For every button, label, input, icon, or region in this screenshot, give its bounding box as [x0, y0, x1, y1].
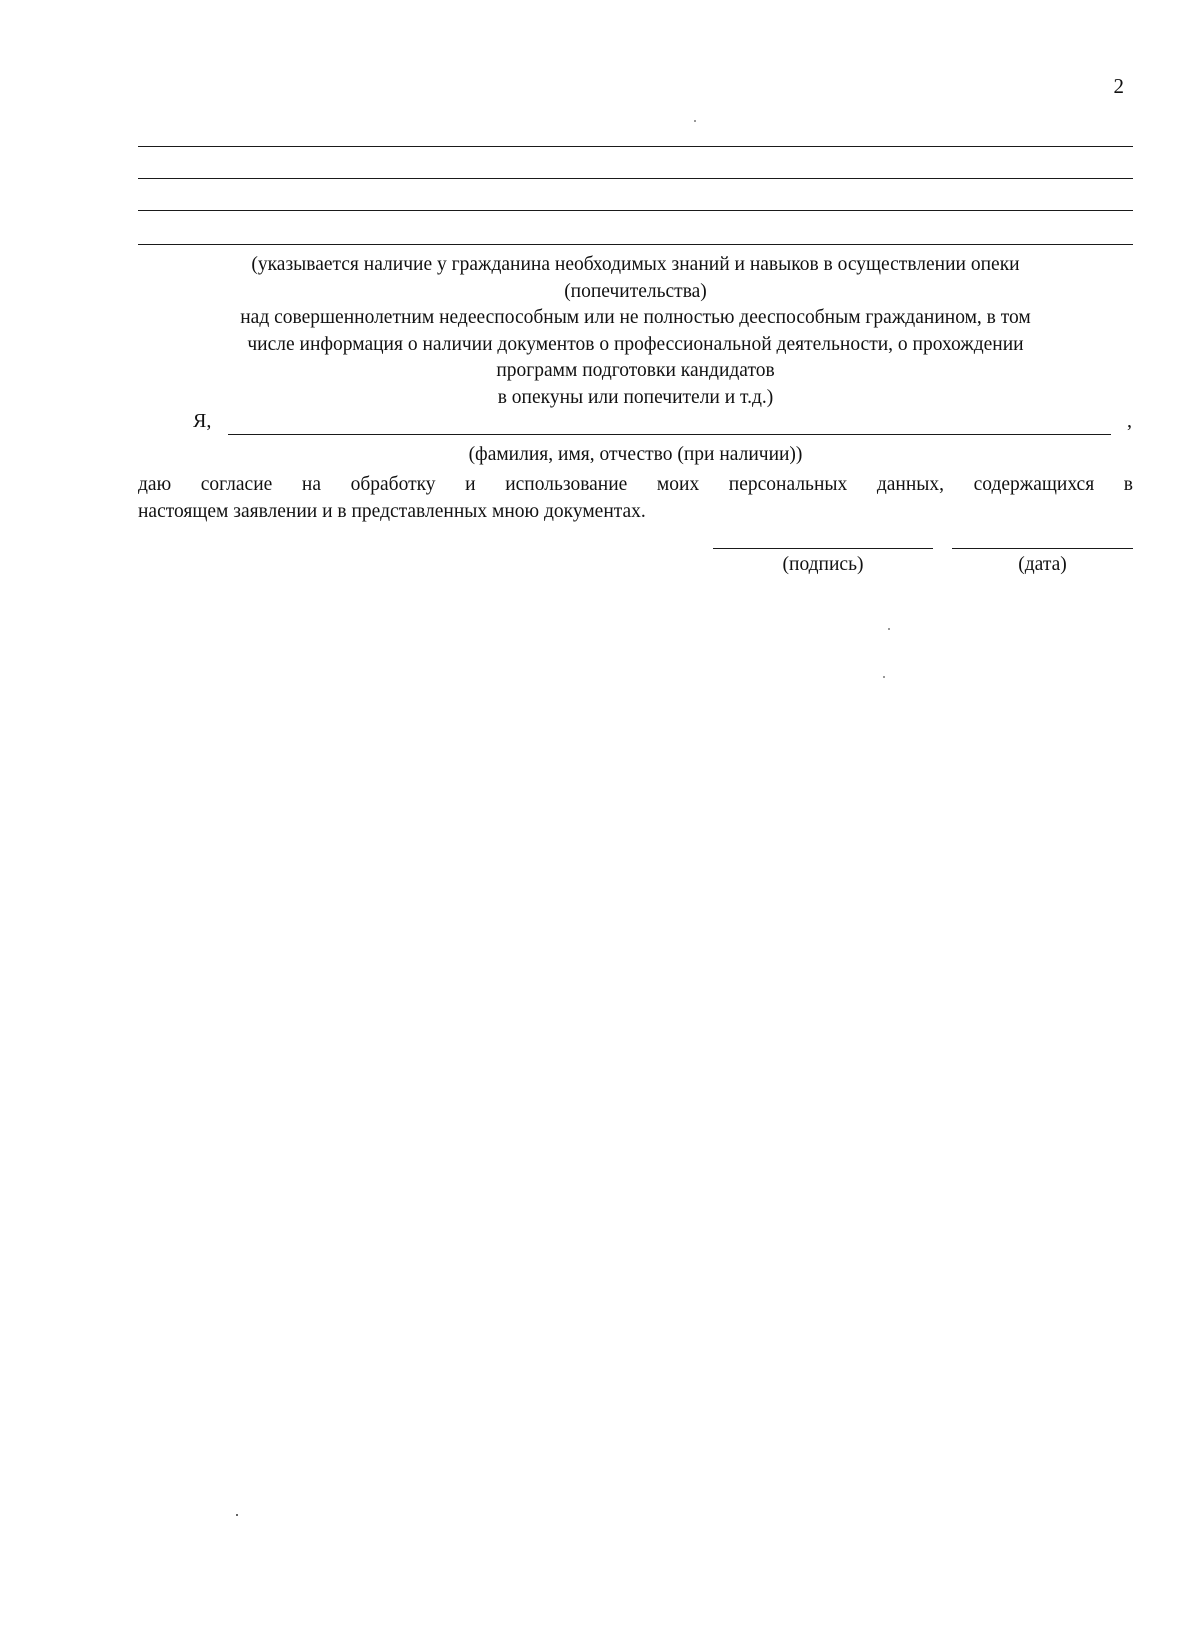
note-line-6: в опекуны или попечители и т.д.)	[497, 386, 774, 408]
date-caption: (дата)	[1018, 554, 1067, 575]
blank-line-1	[138, 146, 1133, 147]
fio-caption: (фамилия, имя, отчество (при наличии))	[468, 444, 803, 465]
consent-line-1: даю согласие на обработку и использование моих персональных данных, содержащихся в	[138, 474, 1133, 495]
scan-speck	[888, 628, 890, 630]
note-line-4: числе информация о наличии документов о профессиональной деятельности, о прохождении	[247, 333, 1024, 355]
page-number: 2	[1113, 74, 1124, 98]
name-comma: ,	[1127, 410, 1132, 432]
consent-text	[138, 472, 1133, 525]
note-line-5: программ подготовки кандидатов	[496, 360, 775, 381]
name-blank-line[interactable]	[228, 434, 1111, 435]
blank-line-4	[138, 244, 1133, 245]
scan-speck	[883, 676, 885, 678]
signature-blank-line[interactable]	[713, 548, 933, 549]
name-entry-row	[138, 410, 1133, 440]
blank-line-2	[138, 178, 1133, 179]
signature-caption: (подпись)	[782, 554, 864, 575]
date-blank-line[interactable]	[952, 548, 1133, 549]
blank-line-3	[138, 210, 1133, 211]
scan-speck	[694, 120, 696, 122]
note-line-3: над совершеннолетним недееспособным или не полностью дееспособным гражданином, в том	[240, 307, 1031, 328]
consent-line-2: настоящем заявлении и в представленных мною документах.	[138, 500, 646, 522]
note-line-2: (попечительства)	[564, 280, 707, 302]
note-line-1: (указывается наличие у гражданина необходимых знаний и навыков в осуществлении опеки	[251, 254, 1020, 275]
instruction-note	[138, 252, 1133, 411]
scan-speck	[236, 1514, 238, 1516]
ya-prefix: Я,	[193, 410, 212, 432]
